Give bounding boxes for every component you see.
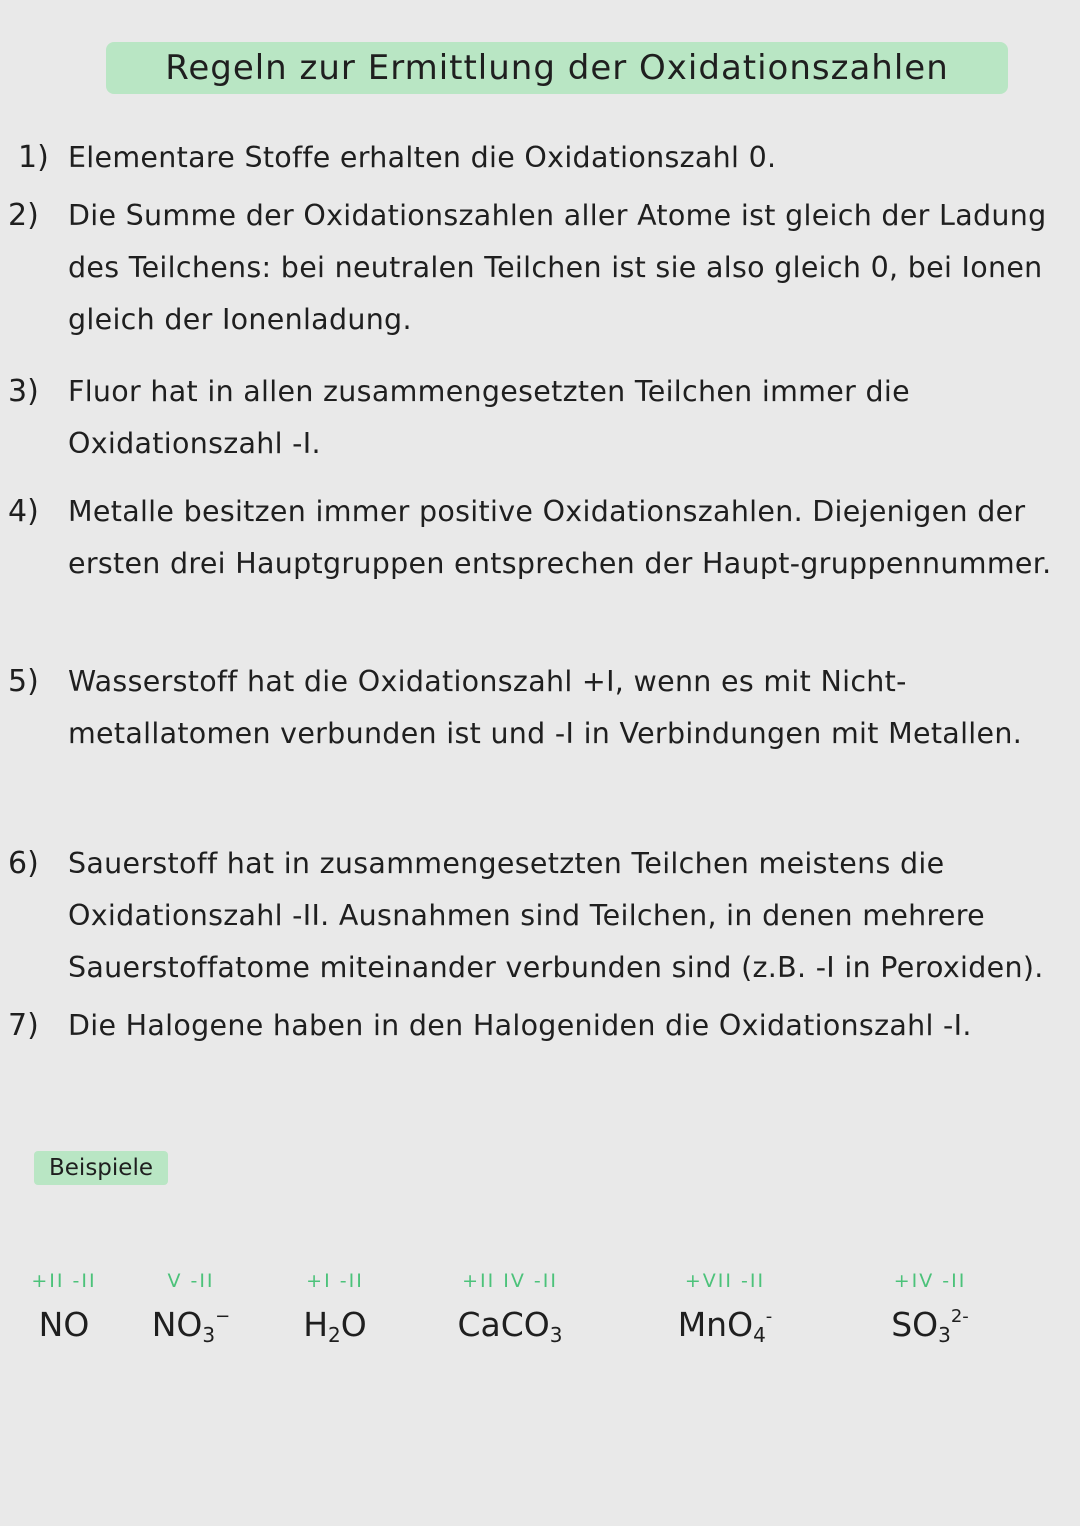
formula: $H_2O$ xyxy=(303,1305,367,1347)
page-title: Regeln zur Ermittlung der Oxidationszahlen xyxy=(106,42,1008,94)
example-mno4 xyxy=(650,1268,800,1358)
rule-text: Fluor hat in allen zusammengesetzten Teilchen immer die Oxidationszahl -I. xyxy=(68,375,910,460)
rule-text: Metalle besitzen immer positive Oxidationszahlen. Diejenigen der ersten drei Hauptgruppen entsprechen der Haupt-gruppennummer. xyxy=(68,495,1052,580)
oxidation-numbers: +II -II xyxy=(31,1270,97,1292)
oxidation-numbers: +I -II xyxy=(306,1270,364,1292)
example-so3 xyxy=(870,1268,990,1358)
example-caco3 xyxy=(440,1268,580,1358)
rule-number: 4) xyxy=(8,494,39,529)
rule-text: Die Halogene haben in den Halogeniden die Oxidationszahl -I. xyxy=(68,1009,972,1042)
rule-text: Die Summe der Oxidationszahlen aller Atome ist gleich der Ladung des Teilchens: bei neutralen Teilchen ist sie also gleich 0, bei Ionen gleich der Ionenladung. xyxy=(68,199,1047,336)
rule-number: 3) xyxy=(8,374,39,409)
examples-heading: Beispiele xyxy=(34,1151,168,1185)
rule-number: 6) xyxy=(8,846,39,881)
rule-text: Sauerstoff hat in zusammengesetzten Teilchen meistens die Oxidationszahl -II. Ausnahmen sind Teilchen, in denen mehrere Sauerstoffatome miteinander verbunden sind (z.B. -I in Peroxiden). xyxy=(68,847,1044,984)
oxidation-numbers: +II IV -II xyxy=(462,1270,558,1292)
formula: CaCO$_3$ xyxy=(457,1305,563,1347)
rule-number: 2) xyxy=(8,198,39,233)
rule-text: Elementare Stoffe erhalten die Oxidationszahl 0. xyxy=(68,141,777,174)
formula: MnO$_4$- xyxy=(677,1305,773,1347)
rule-text: Wasserstoff hat die Oxidationszahl +I, wenn es mit Nicht-metallatomen verbunden ist und -I in Verbindungen mit Metallen. xyxy=(68,665,1023,750)
rule-number: 1) xyxy=(18,140,49,175)
formula: NO xyxy=(38,1305,90,1344)
oxidation-numbers: +IV -II xyxy=(893,1270,967,1292)
oxidation-numbers: V -II xyxy=(167,1270,215,1292)
oxidation-numbers: +VII -II xyxy=(684,1270,766,1292)
rule-number: 7) xyxy=(8,1008,39,1043)
rule-number: 5) xyxy=(8,664,39,699)
formula: $NO_3^-$ xyxy=(151,1305,231,1347)
formula: $SO_3^{2-}$ xyxy=(891,1305,969,1347)
example-no xyxy=(24,1268,104,1358)
example-h2o xyxy=(280,1268,390,1358)
example-no3 xyxy=(136,1268,246,1358)
